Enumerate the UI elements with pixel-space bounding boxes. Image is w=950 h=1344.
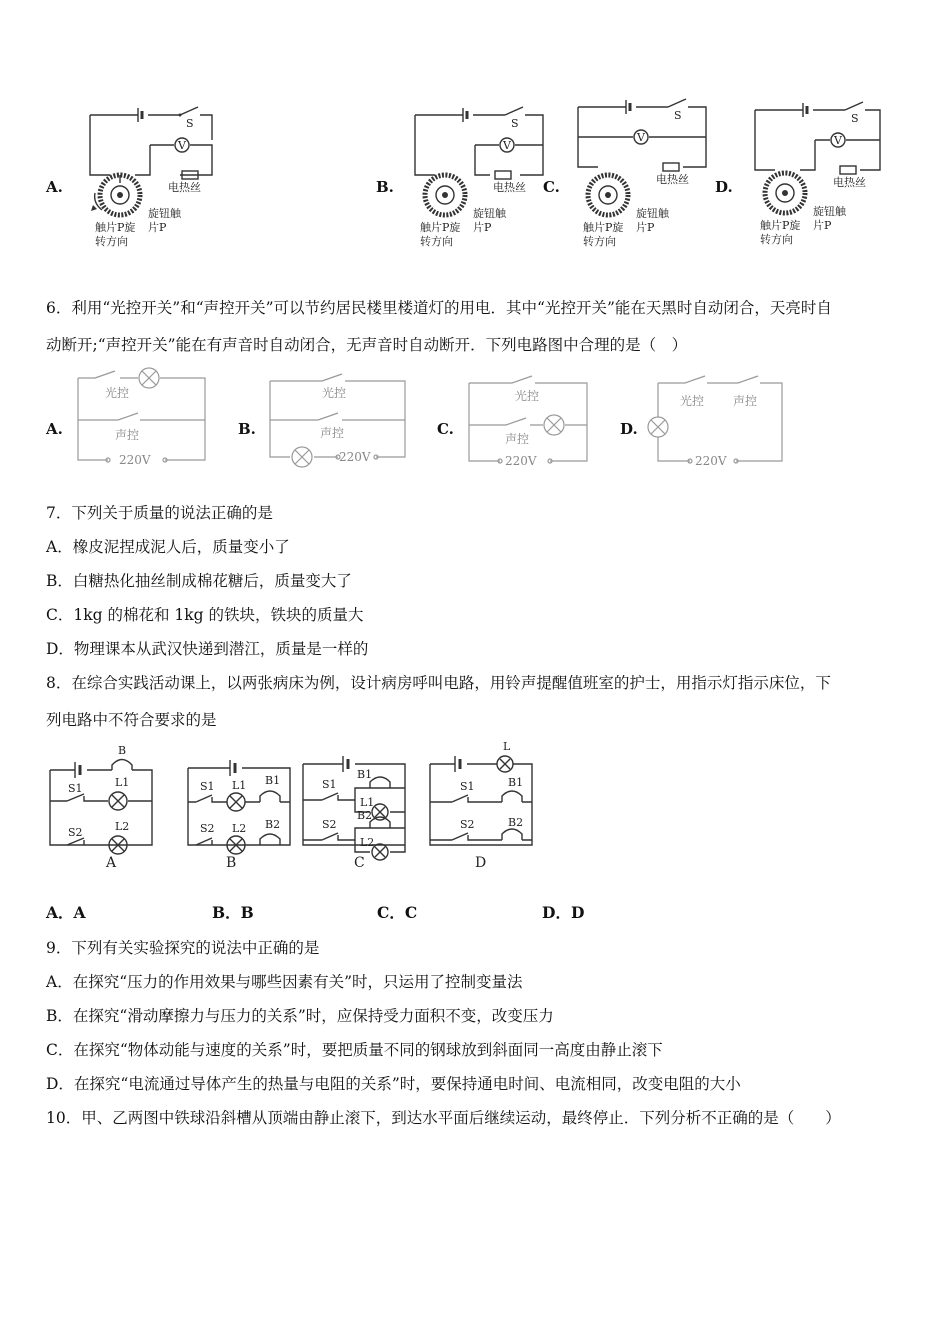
q6-option-c-label[interactable]: C. — [437, 420, 454, 438]
svg-text:220V: 220V — [695, 454, 727, 468]
q5-option-d-label[interactable]: D. — [715, 178, 733, 196]
svg-text:B1: B1 — [265, 774, 281, 787]
q6-figure-d — [648, 376, 782, 463]
svg-text:片P: 片P — [636, 221, 655, 234]
q5-figure-d — [755, 102, 880, 246]
q8-stem-line1: 8．在综合实践活动课上，以两张病床为例，设计病房呼叫电路，用铃声提醒值班室的护士，用指示灯指示床位，下 — [46, 674, 831, 692]
q5-option-c-label[interactable]: C. — [543, 178, 560, 196]
q5-a-switch-label: S — [186, 117, 194, 130]
svg-text:转方向: 转方向 — [760, 233, 793, 246]
q8-figure-d — [430, 740, 532, 871]
svg-text:L1: L1 — [360, 796, 375, 809]
svg-text:旋钮触: 旋钮触 — [636, 207, 669, 220]
svg-text:L2: L2 — [232, 822, 247, 835]
svg-text:S: S — [511, 117, 519, 130]
svg-text:C: C — [354, 855, 365, 871]
svg-text:220V: 220V — [339, 450, 371, 464]
svg-text:S1: S1 — [68, 782, 83, 795]
svg-text:A: A — [106, 855, 117, 871]
svg-text:V: V — [503, 139, 511, 152]
svg-text:L1: L1 — [115, 776, 130, 789]
svg-text:电热丝: 电热丝 — [493, 181, 526, 194]
q7-option-b[interactable]: B．白糖热化抽丝制成棉花糖后，质量变大了 — [46, 572, 352, 590]
svg-text:L1: L1 — [232, 779, 247, 792]
q9-stem: 9．下列有关实验探究的说法中正确的是 — [46, 939, 320, 957]
svg-text:转方向: 转方向 — [420, 235, 453, 248]
svg-text:声控: 声控 — [733, 394, 758, 408]
svg-text:D: D — [475, 855, 487, 871]
svg-text:S2: S2 — [460, 818, 475, 831]
q7-option-c[interactable]: C．1kg 的棉花和 1kg 的铁块，铁块的质量大 — [46, 606, 364, 624]
svg-text:旋钮触: 旋钮触 — [473, 207, 506, 220]
q8-answer-b[interactable]: B．B — [212, 903, 254, 922]
q8-answer-c[interactable]: C．C — [377, 903, 418, 922]
q8-circuit-figures — [0, 740, 950, 875]
svg-text:S2: S2 — [68, 826, 83, 839]
svg-text:片P: 片P — [473, 221, 492, 234]
svg-text:触片P旋: 触片P旋 — [420, 221, 461, 234]
q5-figure-c — [578, 99, 706, 248]
svg-text:声控: 声控 — [505, 432, 530, 446]
svg-text:片P: 片P — [148, 221, 167, 234]
q8-figure-a — [50, 744, 152, 871]
svg-text:B2: B2 — [265, 818, 281, 831]
svg-text:B1: B1 — [508, 776, 524, 789]
svg-text:220V: 220V — [119, 453, 151, 467]
q9-option-c[interactable]: C．在探究“物体动能与速度的关系”时，要把质量不同的钢球放到斜面同一高度由静止滚下 — [46, 1041, 663, 1059]
q10-stem: 10．甲、乙两图中铁球沿斜槽从顶端由静止滚下，到达水平面后继续运动，最终停止．下列分析不正确的是（ ） — [46, 1109, 841, 1127]
svg-text:L2: L2 — [360, 836, 375, 849]
svg-text:S1: S1 — [460, 780, 475, 793]
q8-figure-b — [188, 760, 290, 871]
q5-circuit-figures — [0, 95, 950, 265]
q5-a-knob-label: 旋钮触 — [148, 207, 181, 220]
q8-figure-c — [303, 756, 405, 871]
svg-text:B2: B2 — [508, 816, 524, 829]
q7-option-a[interactable]: A．橡皮泥捏成泥人后，质量变小了 — [46, 538, 290, 556]
q5-option-a-label[interactable]: A. — [46, 178, 63, 196]
svg-text:S1: S1 — [322, 778, 337, 791]
q8-stem-line2: 列电路中不符合要求的是 — [46, 711, 217, 729]
svg-text:光控: 光控 — [680, 394, 705, 408]
svg-text:L: L — [503, 740, 511, 753]
svg-text:B: B — [118, 744, 127, 757]
q6-option-b-label[interactable]: B. — [238, 420, 256, 438]
svg-text:电热丝: 电热丝 — [833, 176, 866, 189]
svg-text:触片P旋: 触片P旋 — [760, 219, 801, 232]
svg-text:转方向: 转方向 — [583, 235, 616, 248]
svg-text:B1: B1 — [357, 768, 373, 781]
q6-figure-a — [78, 368, 205, 462]
q5-figure-b — [415, 107, 543, 248]
svg-text:触片P旋: 触片P旋 — [95, 221, 136, 234]
svg-text:S: S — [851, 112, 859, 125]
svg-text:声控: 声控 — [115, 428, 140, 442]
q5-a-heating-wire-label: 电热丝 — [168, 181, 201, 194]
q5-a-voltmeter-label: V — [178, 139, 186, 152]
svg-text:转方向: 转方向 — [95, 235, 128, 248]
svg-text:S1: S1 — [200, 780, 215, 793]
svg-text:220V: 220V — [505, 454, 537, 468]
svg-text:电热丝: 电热丝 — [656, 173, 689, 186]
svg-text:S2: S2 — [322, 818, 337, 831]
q6-option-d-label[interactable]: D. — [620, 420, 638, 438]
q8-answer-a[interactable]: A．A — [46, 903, 86, 922]
svg-text:触片P旋: 触片P旋 — [583, 221, 624, 234]
q7-stem: 7．下列关于质量的说法正确的是 — [46, 504, 273, 522]
q7-option-d[interactable]: D．物理课本从武汉快递到潜江，质量是一样的 — [46, 640, 369, 658]
svg-text:旋钮触: 旋钮触 — [813, 205, 846, 218]
svg-text:V: V — [834, 134, 842, 147]
svg-text:光控: 光控 — [105, 386, 130, 400]
svg-text:片P: 片P — [813, 219, 832, 232]
q8-answer-d[interactable]: D．D — [542, 903, 585, 922]
q6-stem-line1: 6．利用“光控开关”和“声控开关”可以节约居民楼里楼道灯的用电．其中“光控开关”能在天黑时自动闭合，天亮时自 — [46, 299, 832, 317]
svg-text:B: B — [226, 855, 237, 871]
q9-option-d[interactable]: D．在探究“电流通过导体产生的热量与电阻的关系”时，要保持通电时间、电流相同，改变电阻的大小 — [46, 1075, 741, 1093]
q6-circuit-figures — [0, 365, 950, 475]
svg-text:S: S — [674, 109, 682, 122]
svg-text:B2: B2 — [357, 809, 373, 822]
q5-option-b-label[interactable]: B. — [376, 178, 394, 196]
svg-text:光控: 光控 — [322, 386, 347, 400]
q6-option-a-label[interactable]: A. — [46, 420, 63, 438]
svg-text:S2: S2 — [200, 822, 215, 835]
q6-stem-line2: 动断开;“声控开关”能在有声音时自动闭合，无声音时自动断开．下列电路图中合理的是（ ） — [46, 336, 688, 354]
svg-text:L2: L2 — [115, 820, 130, 833]
svg-text:光控: 光控 — [515, 389, 540, 403]
q9-option-b[interactable]: B．在探究“滑动摩擦力与压力的关系”时，应保持受力面积不变，改变压力 — [46, 1007, 554, 1025]
svg-text:声控: 声控 — [320, 426, 345, 440]
q9-option-a[interactable]: A．在探究“压力的作用效果与哪些因素有关”时，只运用了控制变量法 — [46, 973, 523, 991]
svg-text:V: V — [637, 131, 645, 144]
q5-figure-a — [90, 107, 212, 248]
